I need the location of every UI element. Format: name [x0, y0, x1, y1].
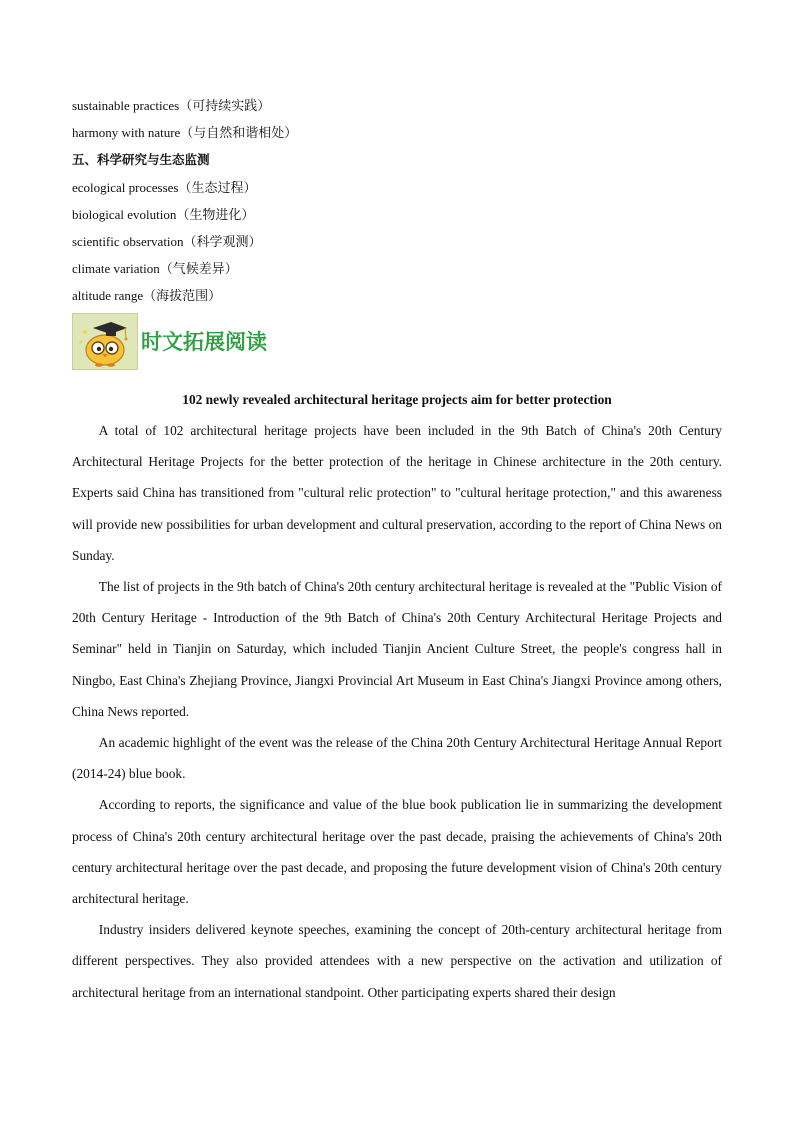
vocab-item: scientific observation（科学观测）	[72, 233, 262, 249]
banner-title: 时文拓展阅读	[141, 330, 267, 354]
article-title: 102 newly revealed architectural heritage projects aim for better protection	[182, 392, 612, 407]
vocab-item: sustainable practices（可持续实践）	[72, 98, 271, 113]
section-heading: 五、科学研究与生态监测	[72, 152, 210, 168]
article-paragraph: Industry insiders delivered keynote speeches, examining the concept of 20th-century architectural heritage from different perspectives. They also provided attendees with a new perspective on the activation and utilization of architectural heritage from an international standpoint. Other participating experts shared their design	[72, 922, 722, 1000]
article-paragraph: A total of 102 architectural heritage projects have been included in the 9th Batch of China's 20th Century Architectural Heritage Projects for the better protection of the heritage in Chinese architecture in the 20th century. Experts said China has transitioned from "cultural relic protection" to "cultural heritage protection," and this awareness will provide new possibilities for urban development and cultural preservation, according to the report of China News on Sunday.	[72, 423, 722, 563]
article-body	[72, 415, 722, 1008]
cartoon-owl-graduate-icon	[72, 313, 138, 370]
vocab-item: harmony with nature（与自然和谐相处）	[72, 125, 298, 141]
article-paragraph: An academic highlight of the event was the release of the China 20th Century Architectural Heritage Annual Report (2014-24) blue book.	[72, 735, 722, 782]
vocabulary-list	[72, 92, 722, 310]
reading-banner	[72, 312, 267, 370]
vocab-item: climate variation（气候差异）	[72, 261, 238, 277]
vocab-item: biological evolution（生物进化）	[72, 206, 255, 222]
vocab-item: ecological processes（生态过程）	[72, 179, 257, 195]
article-paragraph: According to reports, the significance and value of the blue book publication lie in summarizing the development process of China's 20th century architectural heritage over the past decade, praising the achievements of China's 20th century architectural heritage over the past decade, and proposing the future development vision of China's 20th century architectural heritage.	[72, 797, 722, 907]
vocab-item: altitude range（海拔范围）	[72, 288, 222, 304]
article-paragraph: The list of projects in the 9th batch of China's 20th century architectural heritage is revealed at the "Public Vision of 20th Century Heritage - Introduction of the 9th Batch of China's 20th Century Architectural Heritage Projects and Seminar" held in Tianjin on Saturday, which included Tianjin Ancient Culture Street, the people's congress hall in Ningbo, East China's Zhejiang Province, Jiangxi Provincial Art Museum in East China's Jiangxi Province among others, China News reported.	[72, 579, 722, 719]
